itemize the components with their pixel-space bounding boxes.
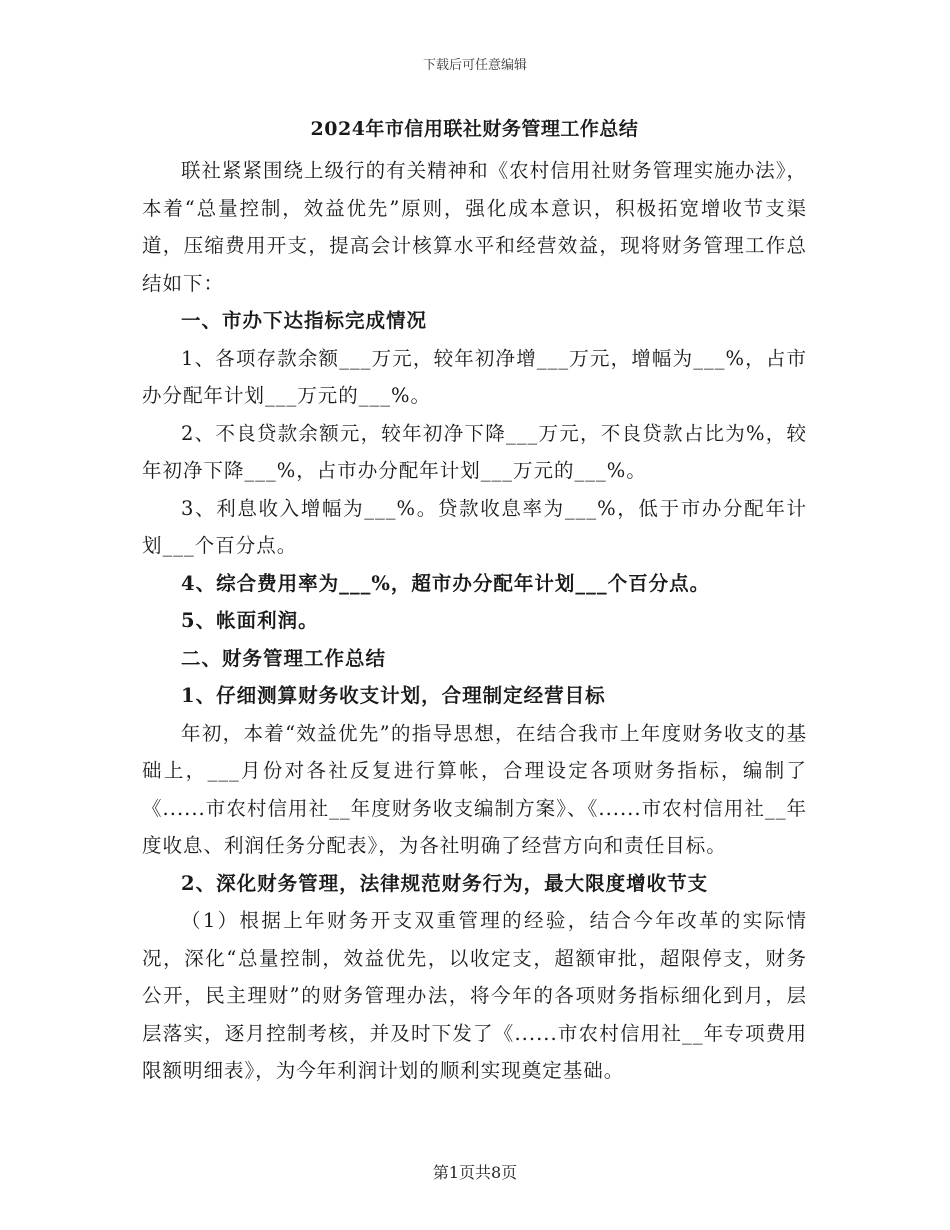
section1-item-3: 3、利息收入增幅为___%。贷款收息率为___%，低于市办分配年计划___个百分点。 [142, 496, 807, 557]
section1-heading: 一、市办下达指标完成情况 [181, 309, 428, 332]
page-footer: 第1页共8页 [432, 1163, 518, 1182]
section1-item-5: 5、帐面利润。 [181, 609, 319, 632]
section2-sub1-text: 年初，本着“效益优先”的指导思想，在结合我市上年度财务收支的基础上，___月份对各社反复进行算帐，合理设定各项财务指标，编制了《......市农村信用社__年度财务收支编制方案》、《......市农村信用社__年度收息、利润任务分配表》，为各社明确了经营方向和责任目标。 [142, 721, 807, 857]
section2-sub1-heading: 1、仔细测算财务收支计划，合理制定经营目标 [181, 684, 606, 707]
section2-heading: 二、财务管理工作总结 [181, 646, 387, 670]
section1-item-4: 4、综合费用率为___%，超市办分配年计划___个百分点。 [181, 571, 711, 595]
intro-paragraph: 联社紧紧围绕上级行的有关精神和《农村信用社财务管理实施办法》，本着“总量控制，效益优先”原则，强化成本意识，积极拓宽增收节支渠道，压缩费用开支，提高会计核算水平和经营效益，现将财务管理工作总结如下： [142, 159, 807, 295]
document-body [142, 112, 807, 1090]
section2-sub2-text: （1）根据上年财务开支双重管理的经验，结合今年改革的实际情况，深化“总量控制，效益优先，以收定支，超额审批，超限停支，财务公开，民主理财”的财务管理办法，将今年的各项财务指标细化到月，层层落实，逐月控制考核，并及时下发了《......市农村信用社__年专项费用限额明细表》，为今年利润计划的顺利实现奠定基础。 [142, 909, 807, 1082]
section2-sub2-heading: 2、深化财务管理，法律规范财务行为，最大限度增收节支 [181, 871, 709, 895]
header-note: 下载后可任意编辑 [422, 58, 527, 73]
section1-item-2: 2、不良贷款余额元，较年初净下降___万元，不良贷款占比为%，较年初净下降___%，占市办分配年计划___万元的___%。 [142, 421, 807, 482]
document-title: 2024年市信用联社财务管理工作总结 [310, 118, 639, 140]
section1-item-1: 1、各项存款余额___万元，较年初净增___万元，增幅为___%，占市办分配年计划___万元的___%。 [142, 346, 807, 407]
